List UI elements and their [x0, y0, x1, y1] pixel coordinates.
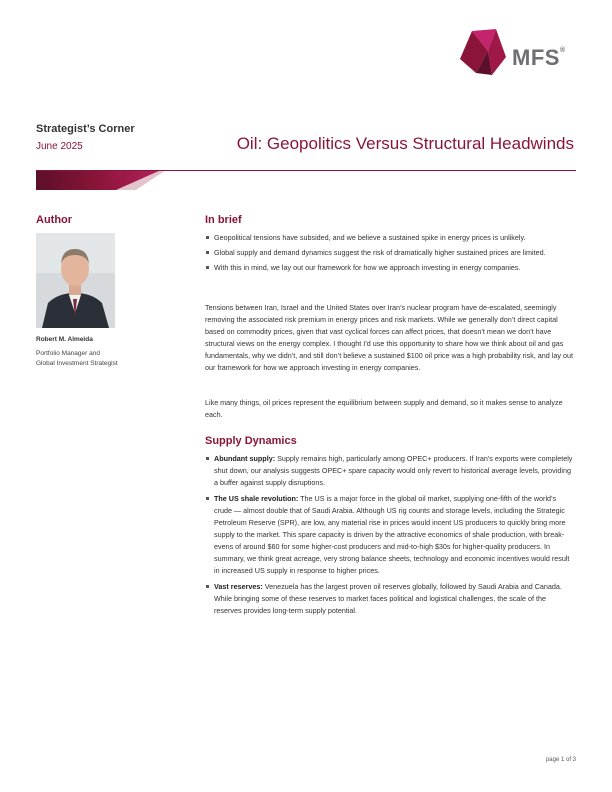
list-item [205, 453, 575, 489]
author-role-line: Global Investment Strategist [36, 360, 118, 367]
author-heading: Author [36, 214, 73, 226]
header-divider-bar [36, 170, 576, 190]
list-item: Geopolitical tensions have subsided, and we believe a sustained spike in energy prices is unlikely. [205, 232, 575, 244]
list-item [205, 493, 575, 577]
page-title: Oil: Geopolitics Versus Structural Headwinds [236, 134, 574, 153]
list-item-lead: The US shale revolution: [214, 494, 299, 503]
list-item-text: Supply remains high, particularly among OPEC+ producers. If Iran’s exports were completely shut down, our analysis suggests OPEC+ spare capacity would only revert to historical average levels, providing a buffer against supply disruptions. [214, 454, 573, 487]
list-item: With this in mind, we lay out our framework for how we approach investing in energy companies. [205, 262, 575, 274]
list-item-text: The US is a major force in the global oil market, supplying one-fifth of the world’s crude — almost double that of Saudi Arabia. Although US rig counts and storage levels, including the Strategic Petroleum Reserve (SPR), are low, any material rise in prices would incent US producers to quickly bring more supply to the market. This spare capacity is driven by the attractive economics of shale production, with break-evens of around $60 for some higher-cost producers and mid-to-high $30s for higher-quality producers. In summary, we think great acreage, very strong balance sheets, technology and economic incentives would result in increased US supply in response to higher prices. [214, 494, 570, 575]
in-brief-heading: In brief [205, 214, 242, 226]
supply-dynamics-list [205, 453, 575, 621]
author-photo [36, 233, 115, 328]
author-role [36, 349, 156, 369]
supply-dynamics-heading: Supply Dynamics [205, 435, 297, 447]
author-name: Robert M. Almeida [36, 336, 93, 343]
mfs-logo-text: MFS® [512, 45, 566, 70]
page-number: page 1 of 3 [545, 757, 576, 763]
in-brief-list [205, 232, 575, 277]
body-paragraph: Tensions between Iran, Israel and the United States over Iran’s nuclear program have de-escalated, seemingly removing the associated risk premium in energy prices and risk markets. While we generally don’t direct capital based on commodity prices, given that vast cyclical forces can affect prices, that doesn’t mean we don’t have structural views on the energy complex. I thought I’d use this opportunity to share how we think about oil and gas fundamentals, why we didn’t, and still don’t believe a sustained $100 oil price was a high probability risk, and lay out our framework for how we approach investing in energy companies. [205, 303, 573, 372]
list-item [205, 581, 575, 617]
publication-date: June 2025 [36, 141, 83, 152]
mfs-logo [458, 27, 578, 87]
series-name: Strategist’s Corner [36, 123, 135, 135]
list-item-text: Venezuela has the largest proven oil reserves globally, followed by Saudi Arabia and Canada. While bringing some of these reserves to market faces political and logistical challenges, the scale of the reserves provides long-term supply potential. [214, 582, 562, 615]
list-item-lead: Vast reserves: [214, 582, 263, 591]
list-item: Global supply and demand dynamics suggest the risk of dramatically higher sustained prices are limited. [205, 247, 575, 259]
author-role-line: Portfolio Manager and [36, 350, 100, 357]
mfs-logo-mark-icon [458, 27, 508, 77]
body-paragraph: Like many things, oil prices represent the equilibrium between supply and demand, so it makes sense to analyze each. [205, 398, 563, 419]
list-item-lead: Abundant supply: [214, 454, 276, 463]
